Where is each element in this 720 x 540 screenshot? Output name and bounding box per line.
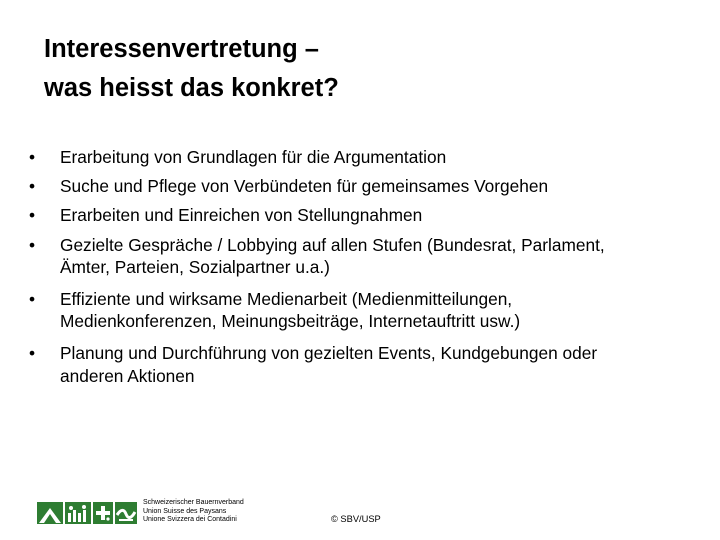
bullet-item xyxy=(29,175,709,197)
bullet-point: • xyxy=(29,147,36,167)
organization-name xyxy=(143,499,244,525)
slide-title-line-1: Interessenvertretung – xyxy=(44,35,319,63)
logo-wave-icon xyxy=(115,502,137,524)
bullet-point: • xyxy=(29,343,36,364)
bullet-text-line-2: anderen Aktionen xyxy=(60,365,195,386)
bullet-text-line-1: Planung und Durchführung von gezielten Events, Kundgebungen oder xyxy=(60,343,598,364)
bullet-text: Erarbeiten und Einreichen von Stellungnahmen xyxy=(60,205,423,226)
bullet-text-line-1: Gezielte Gespräche / Lobbying auf allen Stufen (Bundesrat, Parlament, xyxy=(60,234,605,255)
bullet-list xyxy=(29,146,709,397)
logo-field-icon xyxy=(65,502,91,524)
bullet-point: • xyxy=(29,176,36,197)
organization-name-fr: Union Suisse des Paysans xyxy=(143,507,227,515)
bullet-text-line-2: Ämter, Parteien, Sozialpartner u.a.) xyxy=(60,256,330,277)
bullet-text-line-2: Medienkonferenzen, Meinungsbeiträge, Internetauftritt usw.) xyxy=(60,311,521,332)
slide-title-line-2: was heisst das konkret? xyxy=(44,74,339,102)
bullet-point: • xyxy=(29,205,36,226)
bullet-item xyxy=(29,204,709,226)
bullet-item xyxy=(29,146,709,168)
copyright-notice: © SBV/USP xyxy=(331,514,381,524)
organization-name-it: Unione Svizzera dei Contadini xyxy=(143,516,237,524)
bullet-item xyxy=(29,288,709,332)
bullet-text-line-1: Effiziente und wirksame Medienarbeit (Medienmitteilungen, xyxy=(60,289,513,310)
bullet-text: Suche und Pflege von Verbündeten für gemeinsames Vorgehen xyxy=(60,176,549,197)
bullet-text: Erarbeitung von Grundlagen für die Argumentation xyxy=(60,147,447,167)
bullet-item xyxy=(29,342,709,386)
logo-cross-icon xyxy=(93,502,113,524)
bullet-point: • xyxy=(29,234,36,255)
bullet-item xyxy=(29,234,709,278)
bullet-point: • xyxy=(29,289,36,310)
logo-house-icon xyxy=(37,502,63,524)
organization-name-de: Schweizerischer Bauernverband xyxy=(143,499,244,506)
